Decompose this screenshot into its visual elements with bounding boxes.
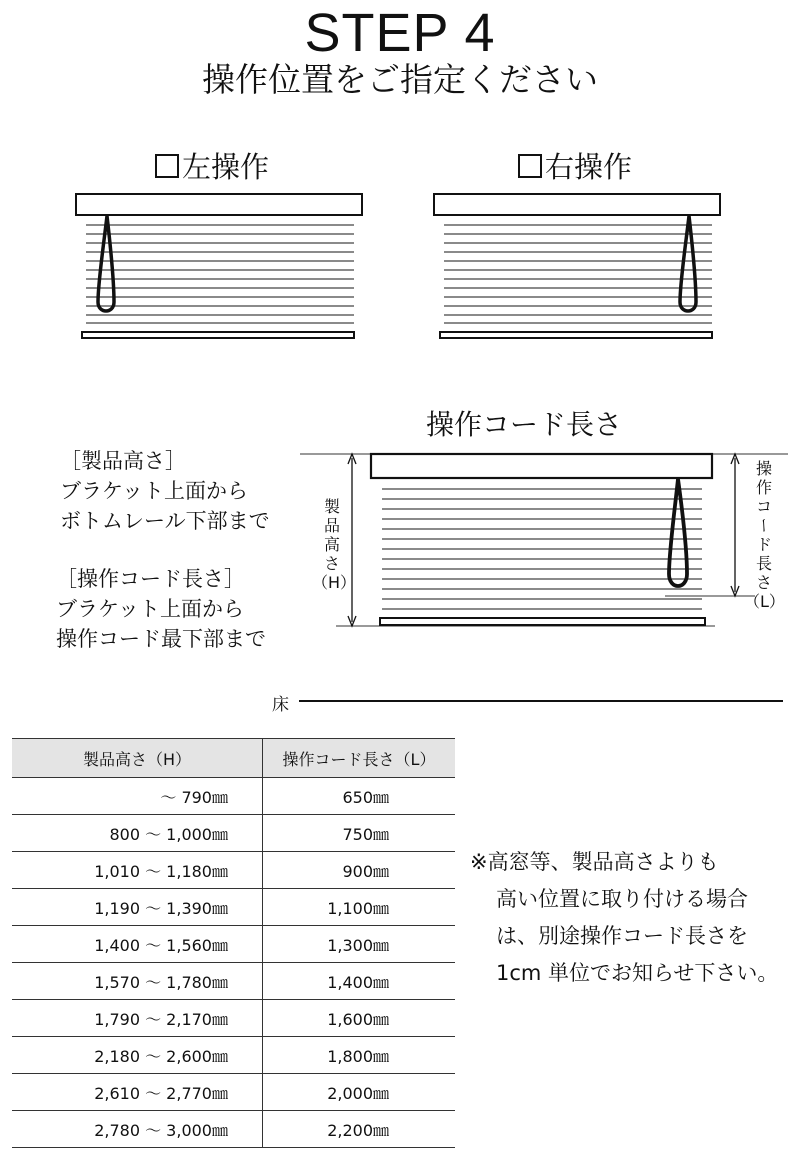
left-operation-label: 左操作 [182, 150, 270, 184]
left-operation-blind-diagram [74, 192, 366, 344]
cord-vertical-label: 操 作 コ ー ド 長 さ （L） [744, 459, 785, 611]
cord-length-table [12, 738, 455, 1148]
cord-line2: 操作コード最下部まで [56, 627, 266, 651]
table-row: 2,610 ～ 2,770㎜ 2,000㎜ [12, 1074, 455, 1111]
table-row: 1,190 ～ 1,390㎜ 1,100㎜ [12, 889, 455, 926]
page-subtitle: 操作位置をご指定ください [202, 60, 598, 99]
cord-definition [56, 564, 266, 654]
table-row: 1,400 ～ 1,560㎜ 1,300㎜ [12, 926, 455, 963]
height-vertical-label: 製 品 高 さ （H） [312, 497, 357, 592]
table-header-cord: 操作コード長さ（L） [263, 739, 456, 778]
right-operation-checkbox[interactable] [518, 154, 542, 178]
table-header-height: 製品高さ（H） [12, 739, 263, 778]
measurement-diagram [300, 446, 790, 636]
cord-line1: ブラケット上面から [56, 597, 244, 621]
note-line2: 高い位置に取り付ける場合 [496, 887, 748, 911]
note-line1: ※高窓等、製品高さよりも [470, 850, 719, 874]
floor-line [299, 700, 783, 702]
step-title: STEP 4 [304, 3, 496, 63]
height-definition [60, 446, 270, 536]
table-row: 1,790 ～ 2,170㎜ 1,600㎜ [12, 1000, 455, 1037]
high-window-note [470, 844, 778, 992]
floor-label: 床 [272, 695, 289, 715]
table-header-row [12, 739, 455, 778]
table-row: 2,780 ～ 3,000㎜ 2,200㎜ [12, 1111, 455, 1148]
note-line4: 1cm 単位でお知らせ下さい。 [496, 961, 779, 985]
left-operation-option[interactable] [155, 150, 269, 184]
table-row: 2,180 ～ 2,600㎜ 1,800㎜ [12, 1037, 455, 1074]
height-line2: ボトムレール下部まで [60, 509, 270, 533]
right-operation-blind-diagram [432, 192, 724, 344]
right-operation-option[interactable] [518, 150, 632, 184]
cord-length-title: 操作コード長さ [426, 408, 623, 441]
table-row: 1,570 ～ 1,780㎜ 1,400㎜ [12, 963, 455, 1000]
height-heading: ［製品高さ］ [60, 449, 186, 473]
right-operation-label: 右操作 [545, 150, 633, 184]
cord-loop-icon [669, 479, 687, 586]
table-row: 800 ～ 1,000㎜ 750㎜ [12, 815, 455, 852]
table-row: 1,010 ～ 1,180㎜ 900㎜ [12, 852, 455, 889]
left-operation-checkbox[interactable] [155, 154, 179, 178]
table-row: ～ 790㎜ 650㎜ [12, 778, 455, 815]
cord-heading: ［操作コード長さ］ [56, 567, 245, 591]
height-line1: ブラケット上面から [60, 479, 248, 503]
note-line3: は、別途操作コード長さを [496, 924, 748, 948]
